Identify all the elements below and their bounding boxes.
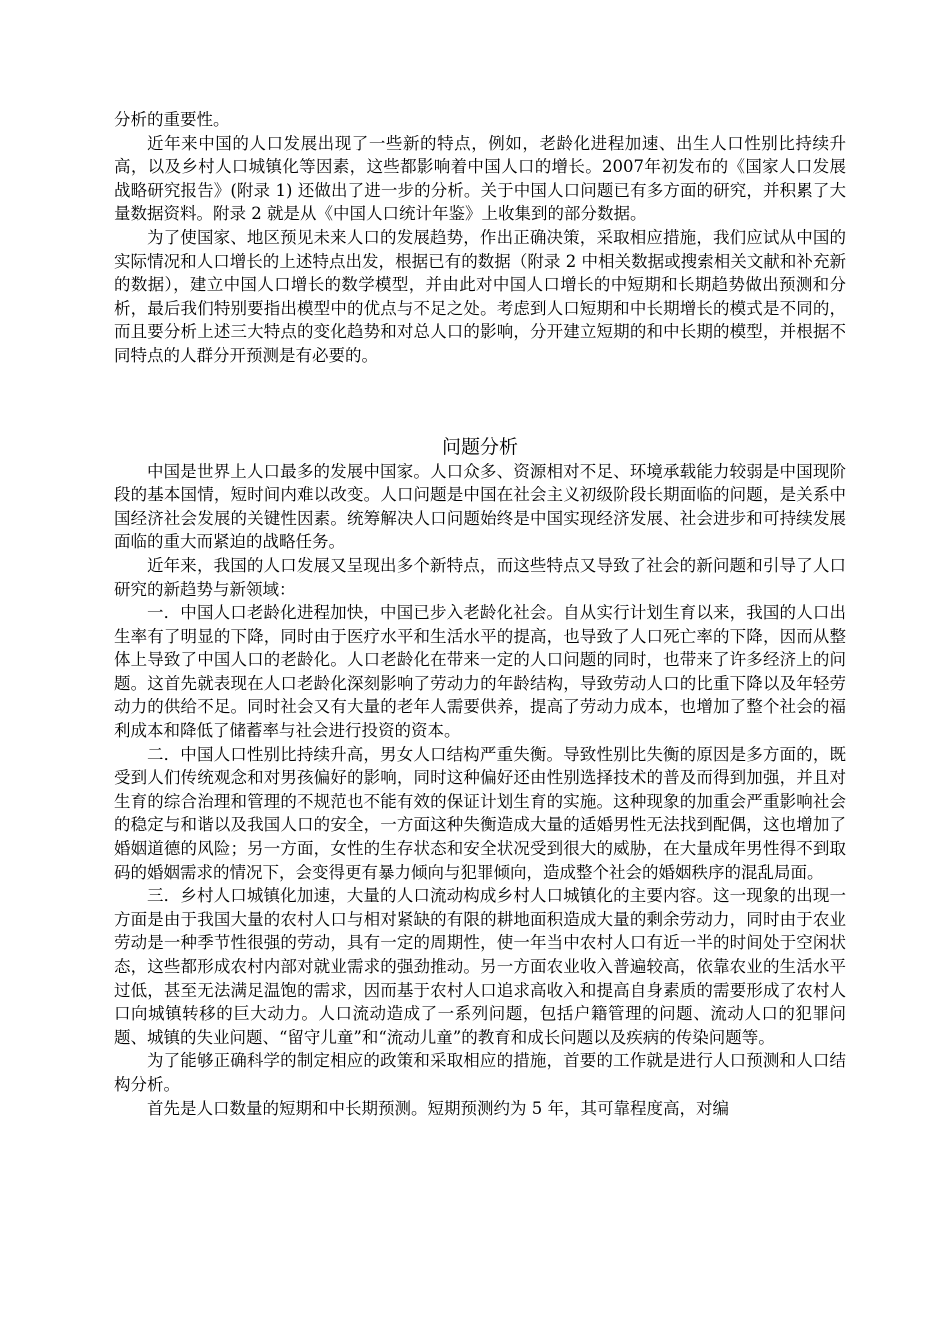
analysis-paragraph-urbanization: 三．乡村人口城镇化加速，大量的人口流动构成乡村人口城镇化的主要内容。这一现象的出现一方面是由于我国大量的农村人口与相对紧缺的有限的耕地面积造成大量的剩余劳动力，同时由于农业劳动是一种季节性很强的劳动，具有一定的周期性，使一年当中农村人口有近一半的时间处于空闲状态，这些都形成农村内部对就业需求的强劲推动。另一方面农业收入普遍较高，依靠农业的生活水平过低，甚至无法满足温饱的需求，因而基于农村人口追求高收入和提高自身素质的需要形成了农村人口向城镇转移的巨大动力。人口流动造成了一系列问题，包括户籍管理的问题、流动人口的犯罪问题、城镇的失业问题、“留守儿童”和“流动儿童”的教育和成长问题以及疾病的传染问题等。 (114, 886, 846, 1047)
analysis-paragraph-new-features: 近年来，我国的人口发展又呈现出多个新特点，而这些特点又导致了社会的新问题和引导了人口研究的新趋势与新领域： (114, 555, 846, 599)
analysis-paragraph-short-term: 首先是人口数量的短期和中长期预测。短期预测约为 5 年，其可靠程度高，对编 (147, 1098, 729, 1118)
analysis-paragraph-aging: 一．中国人口老龄化进程加快，中国已步入老龄化社会。自从实行计划生育以来，我国的人口出生率有了明显的下降，同时由于医疗水平和生活水平的提高，也导致了人口死亡率的下降，因而从整体上导致了中国人口的老龄化。人口老龄化在带来一定的人口问题的同时，也带来了许多经济上的问题。这首先就表现在人口老龄化深刻影响了劳动力的年龄结构，导致劳动人口的比重下降以及年轻劳动力的供给不足。同时社会又有大量的老年人需要供养，提高了劳动力成本，也增加了整个社会的福利成本和降低了储蓄率与社会进行投资的资本。 (114, 603, 846, 741)
analysis-paragraph-forecast-need: 为了能够正确科学的制定相应的政策和采取相应的措施，首要的工作就是进行人口预测和人口结构分析。 (114, 1051, 846, 1094)
analysis-paragraph-sex-ratio: 二．中国人口性别比持续升高，男女人口结构严重失衡。导致性别比失衡的原因是多方面的，既受到人们传统观念和对男孩偏好的影响，同时这种偏好还由性别选择技术的普及而得到加强，并且对生育的综合治理和管理的不规范也不能有效的保证计划生育的实施。这种现象的加重会严重影响社会的稳定与和谐以及我国人口的安全，一方面这种失衡造成大量的适婚男性无法找到配偶，这也增加了婚姻道德的风险；另一方面，女性的生存状态和安全状况受到很大的威胁，在大量成年男性得不到取码的婚姻需求的情况下，会变得更有暴力倾向与犯罪倾向，造成整个社会的婚姻秩序的混乱局面。 (114, 744, 846, 882)
intro-paragraph-continued: 分析的重要性。 (114, 110, 230, 129)
section-title: 问题分析 (441, 435, 518, 458)
intro-paragraph-task: 为了使国家、地区预见未来人口的发展趋势，作出正确决策，采取相应措施，我们应试从中国的实际情况和人口增长的上述特点出发，根据已有的数据（附录 2 中相关数据或搜索相关文献和补充新的数据），建立中国人口增长的数学模型，并由此对中国人口增长的中短期和长期趋势做出预测和分析，最后我们特别要指出模型中的优点与不足之处。考虑到人口短期和中长期增长的模式是不同的，而且要分析上述三大特点的变化趋势和对总人口的影响，分开建立短期的和中长期的模型，并根据不同特点的人群分开预测是有必要的。 (114, 227, 846, 365)
analysis-paragraph-national-condition: 中国是世界上人口最多的发展中国家。人口众多、资源相对不足、环境承载能力较弱是中国现阶段的基本国情，短时间内难以改变。人口问题是中国在社会主义初级阶段长期面临的问题，是关系中国经济社会发展的关键性因素。统筹解决人口问题始终是中国实现经济发展、社会进步和可持续发展面临的重大而紧迫的战略任务。 (114, 461, 846, 552)
document-body (114, 108, 846, 1120)
intro-paragraph-features: 近年来中国的人口发展出现了一些新的特点，例如，老龄化进程加速、出生人口性别比持续升高，以及乡村人口城镇化等因素，这些都影响着中国人口的增长。2007年初发布的《国家人口发展战略研究报告》(附录 1) 还做出了进一步的分析。关于中国人口问题已有多方面的研究，并积累了大量数据资料。附录 2 就是从《中国人口统计年鉴》上收集到的部分数据。 (114, 133, 846, 224)
